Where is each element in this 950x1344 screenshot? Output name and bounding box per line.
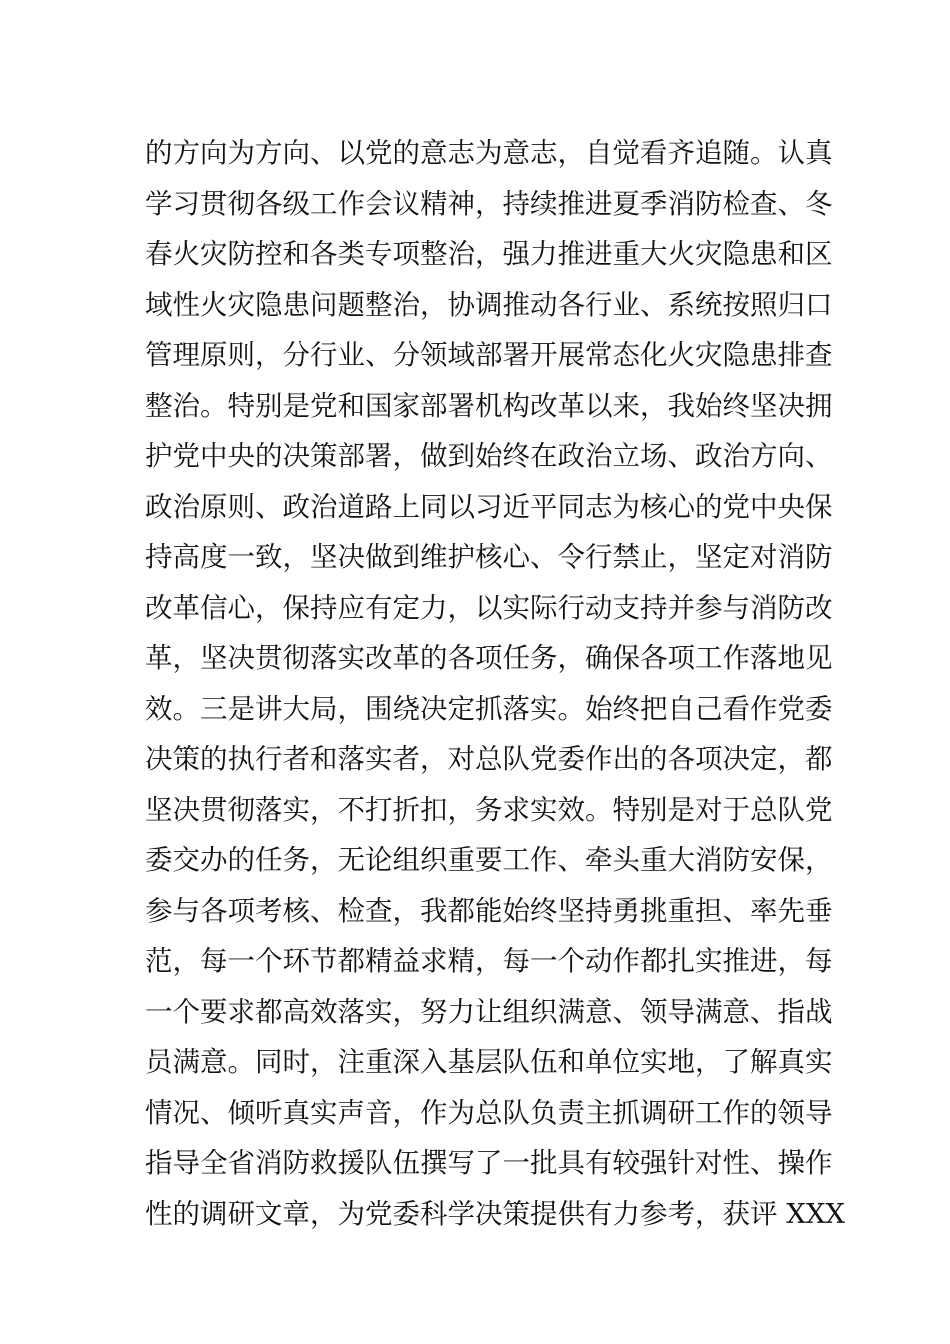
text-line: 改革信心，保持应有定力，以实际行动支持并参与消防改	[145, 591, 833, 624]
text-line: 决策的执行者和落实者，对总队党委作出的各项决定，都	[145, 743, 833, 775]
text-line: 委交办的任务，无论组织重要工作、牵头重大消防安保，	[145, 844, 833, 876]
text-line: 情况、倾听真实声音，作为总队负责主抓调研工作的领导	[145, 1096, 833, 1129]
text-line: 持高度一致，坚决做到维护核心、令行禁止，坚定对消防	[145, 541, 833, 573]
text-line: 性的调研文章，为党委科学决策提供有力参考，获评 XXX	[145, 1197, 845, 1230]
text-line: 效。三是讲大局，围绕决定抓落实。始终把自己看作党委	[145, 692, 833, 725]
text-line: 的方向为方向、以党的意志为意志，自觉看齐追随。认真	[145, 137, 833, 169]
text-line: 坚决贯彻落实，不打折扣，务求实效。特别是对于总队党	[145, 793, 833, 826]
text-line: 域性火灾隐患问题整治，协调推动各行业、系统按照归口	[145, 288, 833, 321]
text-line: 革，坚决贯彻落实改革的各项任务，确保各项工作落地见	[145, 642, 833, 674]
text-line: 护党中央的决策部署，做到始终在政治立场、政治方向、	[145, 440, 833, 472]
text-line: 政治原则、政治道路上同以习近平同志为核心的党中央保	[145, 490, 833, 523]
text-line: 学习贯彻各级工作会议精神，持续推进夏季消防检查、冬	[145, 187, 833, 220]
text-line: 一个要求都高效落实，努力让组织满意、领导满意、指战	[145, 995, 833, 1028]
body-text	[145, 128, 845, 1239]
text-line: 参与各项考核、检查，我都能始终坚持勇挑重担、率先垂	[145, 894, 833, 927]
text-line: 管理原则，分行业、分领域部署开展常态化火灾隐患排查	[145, 339, 833, 371]
text-line: 员满意。同时，注重深入基层队伍和单位实地，了解真实	[145, 1046, 833, 1078]
text-line: 指导全省消防救援队伍撰写了一批具有较强针对性、操作	[145, 1147, 833, 1179]
text-line: 春火灾防控和各类专项整治，强力推进重大火灾隐患和区	[145, 238, 833, 270]
text-line: 整治。特别是党和国家部署机构改革以来，我始终坚决拥	[145, 389, 833, 422]
text-line: 范，每一个环节都精益求精，每一个动作都扎实推进，每	[145, 945, 833, 977]
